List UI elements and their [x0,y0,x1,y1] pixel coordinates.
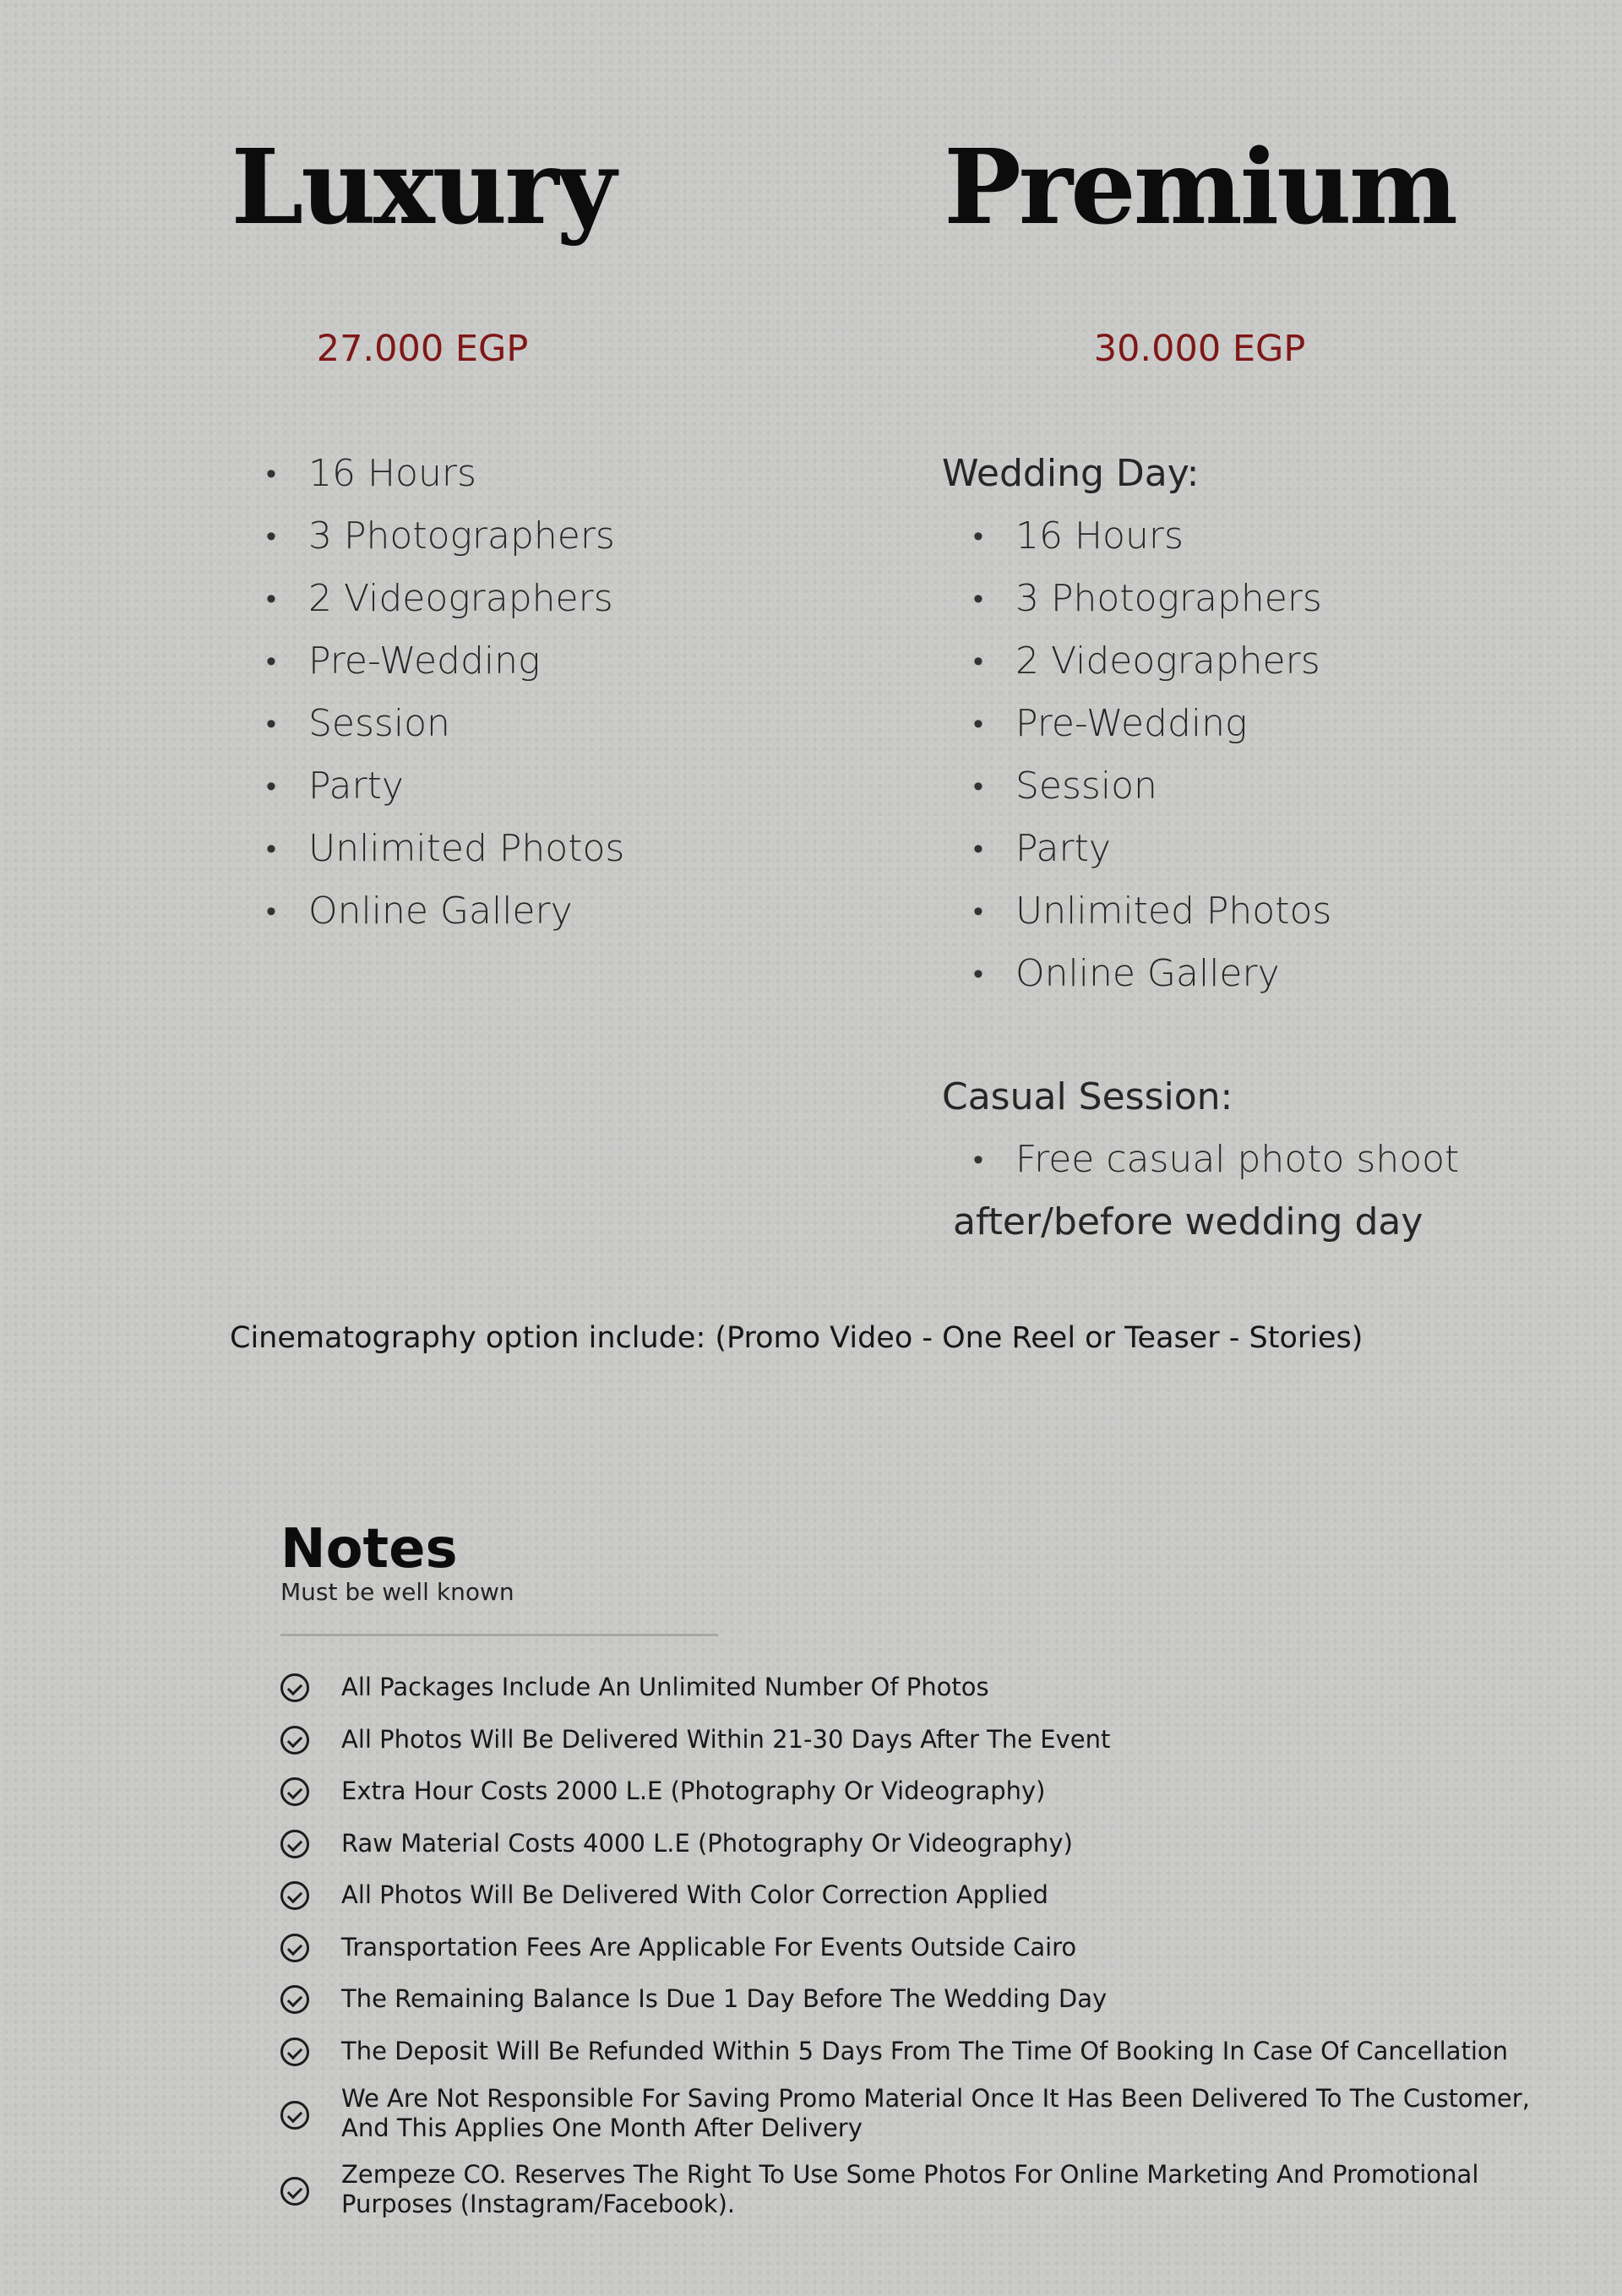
bullet-dot-icon: • [973,770,983,803]
check-circle-icon [280,1830,309,1858]
luxury-title: Luxury [231,126,614,248]
list-item: • 16 Hours [973,505,1331,568]
notes-divider [280,1634,718,1636]
list-item: • Party [266,755,624,818]
notes-title: Notes [280,1518,458,1581]
bullet-dot-icon: • [973,957,983,991]
bullet-dot-icon: • [266,645,276,678]
luxury-price: 27.000 EGP [316,328,529,370]
list-item: • Online Gallery [266,880,624,943]
check-circle-icon [280,1985,309,2014]
bullet-dot-icon: • [973,645,983,678]
bullet-dot-icon: • [266,770,276,803]
casual-feature-list [973,1129,1459,1191]
list-item: • Session [973,755,1331,818]
list-item: • 3 Photographers [973,568,1331,630]
notes-subtitle: Must be well known [280,1578,514,1606]
casual-feature-continuation: after/before wedding day [953,1200,1423,1243]
list-item: • 16 Hours [266,443,624,505]
list-item: • Session [266,693,624,755]
check-circle-icon [280,1881,309,1910]
list-item: • Party [973,818,1331,880]
check-circle-icon [280,2101,309,2130]
list-item: • 3 Photographers [266,505,624,568]
list-item: • Free casual photo shoot [973,1129,1459,1191]
bullet-dot-icon: • [973,707,983,741]
bullet-dot-icon: • [266,520,276,553]
check-circle-icon [280,1934,309,1962]
bullet-dot-icon: • [266,895,276,928]
bullet-dot-icon: • [973,895,983,928]
list-item: • Unlimited Photos [266,818,624,880]
list-item: • 2 Videographers [266,568,624,630]
list-item: • 2 Videographers [973,630,1331,693]
bullet-dot-icon: • [973,520,983,553]
premium-feature-list [973,505,1331,1005]
luxury-feature-list [266,443,624,943]
check-circle-icon [280,1726,309,1755]
list-item: • Pre-Wedding [266,630,624,693]
casual-session-label: Casual Session: [942,1075,1233,1118]
bullet-dot-icon: • [973,832,983,866]
bullet-dot-icon: • [973,1143,983,1177]
wedding-day-label: Wedding Day: [942,452,1200,495]
check-circle-icon [280,2038,309,2066]
premium-title: Premium [944,126,1456,248]
notes-list: All Packages Include An Unlimited Number Of Photos All Photos Will Be Delivered Within 21-30 Days After The Event Extra Hour Costs 2000 L.E (Photography Or Videography) Raw Material Costs 4000 L.E (Photography Or Videography) All Photos Will Be Delivered With Color Correction Applied Transportation Fees Are Applicable For Events Outside Cairo The Remaining Balance Is Due 1 Day Before The Wedding Day The Deposit Will Be Refunded Within 5 Days From The Time Of Booking In Case Of Cancellation We Are Not Responsible For Saving Promo Material Once It Has Been Delivered To The Customer, And This Applies One Month After Delivery Zempeze CO. Reserves The Right To Use Some Photos For Online Marketing And Promotional Purposes (Instagram/Facebook). [280,1668,1598,2243]
check-circle-icon [280,2177,309,2206]
list-item: • Unlimited Photos [973,880,1331,943]
cinematography-note: Cinematography option include: (Promo Video - One Reel or Teaser - Stories) [230,1321,1363,1355]
premium-price: 30.000 EGP [1093,328,1306,370]
check-circle-icon [280,1777,309,1806]
list-item: • Pre-Wedding [973,693,1331,755]
bullet-dot-icon: • [266,582,276,616]
bullet-dot-icon: • [266,832,276,866]
check-circle-icon [280,1673,309,1702]
bullet-dot-icon: • [973,582,983,616]
bullet-dot-icon: • [266,707,276,741]
bullet-dot-icon: • [266,457,276,491]
list-item: • Online Gallery [973,943,1331,1005]
